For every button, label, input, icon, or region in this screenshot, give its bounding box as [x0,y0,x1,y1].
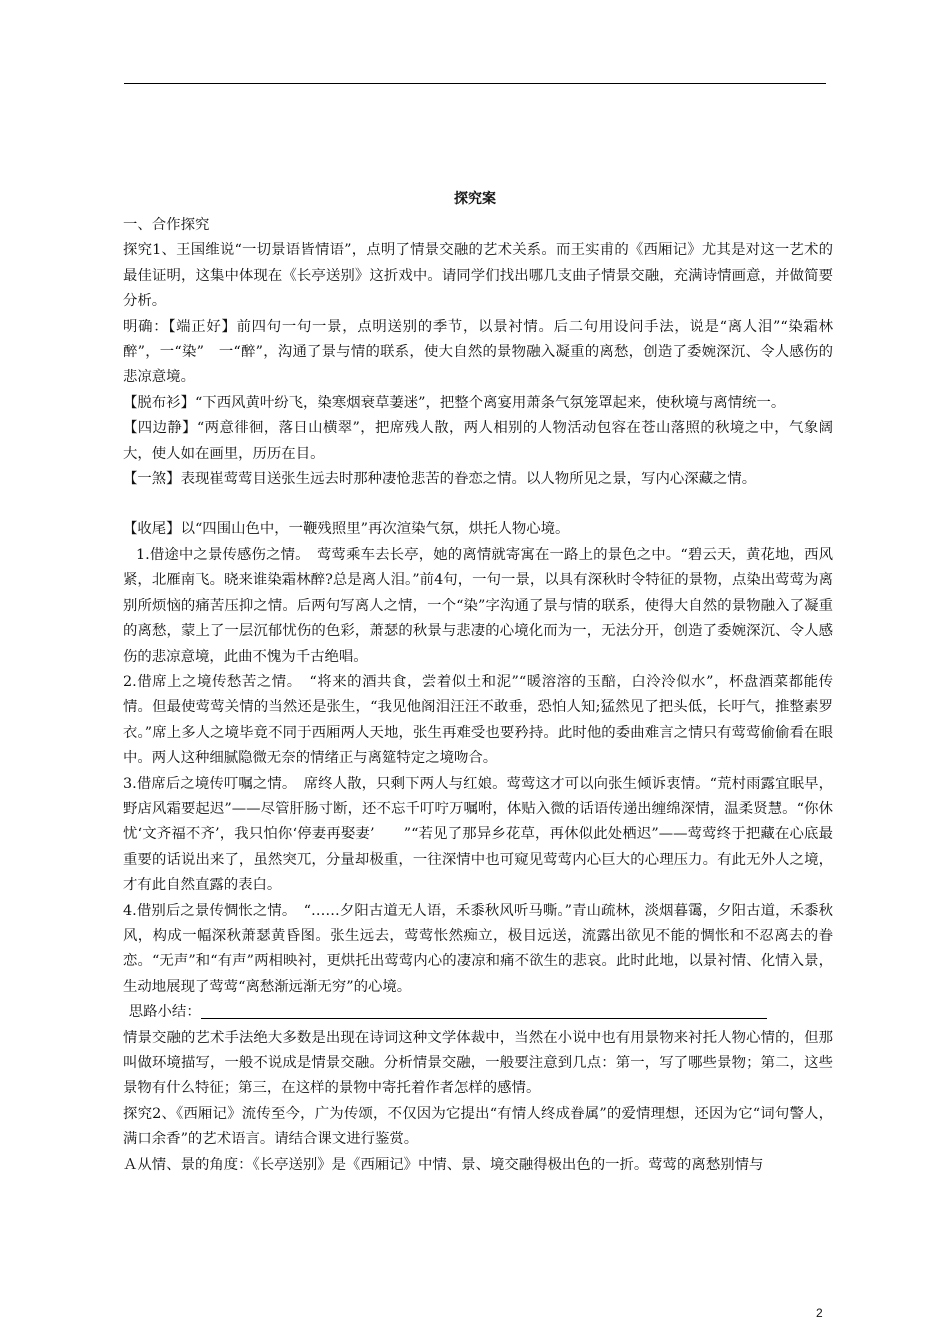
page-title: 探究案 [454,191,496,207]
summary-label: 思路小结： [128,1004,201,1021]
paragraph-4: 4.借别后之景传惆怅之情。 “……夕阳古道无人语，禾黍秋风听马嘶。”青山疏林，淡烟暮霭，夕阳古道，禾黍秋风，构成一幅深秋萧瑟黄昏图。张生远去，莺莺怅然痴立，极目远送，流露出欲见不能的惆怅和不忍离去的眷恋。“无声”和“有声”两相映衬，更烘托出莺莺内心的凄凉和痛不欲生的悲哀。此时此地，以景衬情、化情入景，生动地展现了莺莺“离愁渐远渐无穷”的心境。 [123,902,833,995]
paragraph-1: 1.借途中之景传感伤之情。 莺莺乘车去长亭，她的离情就寄寓在一路上的景色之中。“碧云天，黄花地，西风紧，北雁南飞。晓来谁染霜林醉?总是离人泪。”前4句，一句一景，以具有深秋时令特征的景物，点染出莺莺为离别所烦恼的痛苦压抑之情。后两句写离人之情，一个“染”字沟通了景与情的联系，使得大自然的景物融入了凝重的离愁，蒙上了一层沉郁忧伤的色彩，萧瑟的秋景与悲凄的心境化而为一，无法分开，创造了委婉深沉、令人感伤的悲凉意境，此曲不愧为千古绝唱。 [123,546,833,665]
answer-yisha: 【一煞】表现崔莺莺目送张生远去时那种凄怆悲苦的眷恋之情。以人物所见之景，写内心深藏之情。 [123,471,757,488]
summary-line [123,1000,833,1025]
summary-text: 情景交融的艺术手法绝大多数是出现在诗词这种文学体裁中，当然在小说中也有用景物来衬托人物心情的，但那叫做环境描写，一般不说成是情景交融。分析情景交融，一般要注意到几点：第一，写了哪些景物；第二，这些景物有什么特征；第三，在这样的景物中寄托着作者怎样的感情。 [123,1029,833,1097]
answer-blank-line [201,1003,767,1019]
paragraph-3: 3.借席后之境传叮嘱之情。 席终人散，只剩下两人与红娘。莺莺这才可以向张生倾诉衷情。“荒村雨露宜眠早，野店风霜要起迟”——尽管肝肠寸断，还不忘千叮咛万嘱咐，体贴入微的话语传递出缠绵深情，温柔贤慧。“你休忧‘文齐福不齐’，我只怕你‘停妻再娶妻’ ”“若见了那异乡花草，再休似此处栖迟”——莺莺终于把藏在心底最重要的话说出来了，虽然突兀，分量却极重，一往深情中也可窥见莺莺内心巨大的心理压力。有此无外人之境，才有此自然直露的表白。 [123,775,833,894]
answer-shouwei: 【收尾】以“四围山色中，一鞭残照里”再次渲染气氛，烘托人物心境。 [123,521,570,538]
question-2: 探究2、《西厢记》流传至今，广为传颂，不仅因为它提出“有情人终成眷属”的爱情理想，还因为它“词句警人，满口余香”的艺术语言。请结合课文进行鉴赏。 [123,1105,833,1148]
answer-duanzhenghao: 明确：【端正好】前四句一句一景，点明送别的季节，以景衬情。后二句用设问手法，说是“离人泪”“染霜林醉”，一“染” 一“醉”，沟通了景与情的联系，使大自然的景物融入凝重的离愁，创造了委婉深沉、令人感伤的悲凉意境。 [123,318,833,386]
page-number: 2 [816,1306,823,1320]
document-body [123,213,833,1178]
answer-sibianjing: 【四边静】“两意徘徊，落日山横翠”，把席残人散，两人相别的人物活动包容在苍山落照的秋境之中，气象阔大，使人如在画里，历历在目。 [123,420,833,462]
question-1: 探究1、王国维说“一切景语皆情语”，点明了情景交融的艺术关系。而王实甫的《西厢记》尤其是对这一艺术的最佳证明，这集中体现在《长亭送别》这折戏中。请同学们找出哪几支曲子情景交融，充满诗情画意，并做简要分析。 [123,242,833,310]
header-rule [124,83,826,84]
answer-a: Ａ从情、景的角度：《长亭送别》是《西厢记》中情、景、境交融得极出色的一折。莺莺的离愁别情与 [123,1156,764,1173]
section-heading: 一、合作探究 [123,217,210,233]
paragraph-2: 2.借席上之境传愁苦之情。 “将来的酒共食，尝着似土和泥”“暖溶溶的玉醅，白泠泠似水”，杯盘酒菜都能传情。但最使莺莺关情的当然还是张生，“我见他阁泪汪汪不敢垂，恐怕人知;猛然见了把头低，长吁气，推整素罗衣。”席上多人之境毕竟不同于西厢两人天地，张生再难受也要矜持。此时他的委曲难言之情只有莺莺偷偷看在眼中。两人这种细腻隐微无奈的情绪正与离筵特定之境吻合。 [123,673,833,767]
answer-tuobushan: 【脱布衫】“下西风黄叶纷飞，染寒烟衰草萋迷”，把整个离宴用萧条气氛笼罩起来，使秋境与离情统一。 [123,394,786,411]
